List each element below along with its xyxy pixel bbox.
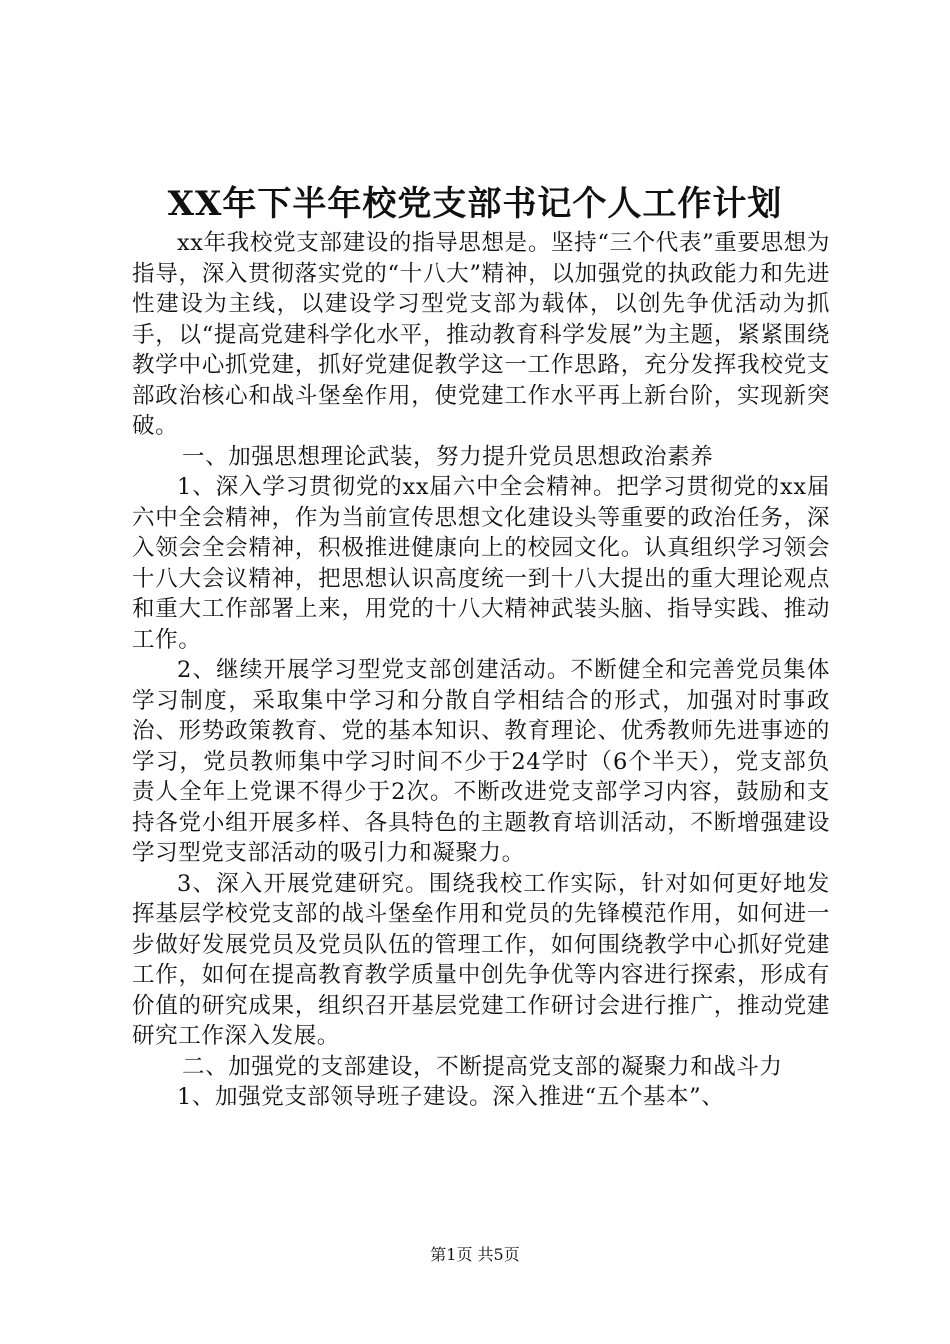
- page-number: 第1页: [430, 1245, 473, 1264]
- paragraph-item-1-3: 3、深入开展党建研究。围绕我校工作实际，针对如何更好地发挥基层学校党支部的战斗堡垒作用和党员的先锋模范作用，如何进一步做好发展党员及党员队伍的管理工作，如何围绕教学中心抓好党建工作，如何在提高教育教学质量中创先争优等内容进行探索，形成有价值的研究成果，组织召开基层党建工作研讨会进行推广，推动党建研究工作深入发展。: [132, 870, 830, 1049]
- document-body: [132, 228, 830, 1113]
- page-footer: [0, 1245, 950, 1265]
- document-title: XX年下半年校党支部书记个人工作计划: [167, 184, 783, 224]
- section-heading-1: 一、加强思想理论武装，努力提升党员思想政治素养: [182, 443, 714, 470]
- page-total: 共5页: [477, 1245, 520, 1264]
- paragraph-item-1-2: 2、继续开展学习型党支部创建活动。不断健全和完善党员集体学习制度，采取集中学习和分散自学相结合的形式，加强对时事政治、形势政策教育、党的基本知识、教育理论、优秀教师先进事迹的学习，党员教师集中学习时间不少于24学时（6个半天），党支部负责人全年上党课不得少于2次。不断改进党支部学习内容，鼓励和支持各党小组开展多样、各具特色的主题教育培训活动，不断增强建设学习型党支部活动的吸引力和凝聚力。: [132, 657, 830, 866]
- paragraph-guiding-ideology: xx年我校党支部建设的指导思想是。坚持“三个代表”重要思想为指导，深入贯彻落实党的“十八大”精神，以加强党的执政能力和先进性建设为主线，以建设学习型党支部为载体，以创先争优活动为抓手，以“提高党建科学化水平，推动教育科学发展”为主题，紧紧围绕教学中心抓党建，抓好党建促教学这一工作思路，充分发挥我校党支部政治核心和战斗堡垒作用，使党建工作水平再上新台阶，实现新突破。: [132, 230, 830, 439]
- section-heading-2: 二、加强党的支部建设，不断提高党支部的凝聚力和战斗力: [182, 1053, 783, 1080]
- paragraph-item-1-1: 1、深入学习贯彻党的xx届六中全会精神。把学习贯彻党的xx届六中全会精神，作为当前宣传思想文化建设头等重要的政治任务，深入领会全会精神，积极推进健康向上的校园文化。认真组织学习领会十八大会议精神，把思想认识高度统一到十八大提出的重大理论观点和重大工作部署上来，用党的十八大精神武装头脑、指导实践、推动工作。: [132, 474, 830, 653]
- paragraph-item-2-1: 1、加强党支部领导班子建设。深入推进“五个基本”、: [177, 1084, 725, 1110]
